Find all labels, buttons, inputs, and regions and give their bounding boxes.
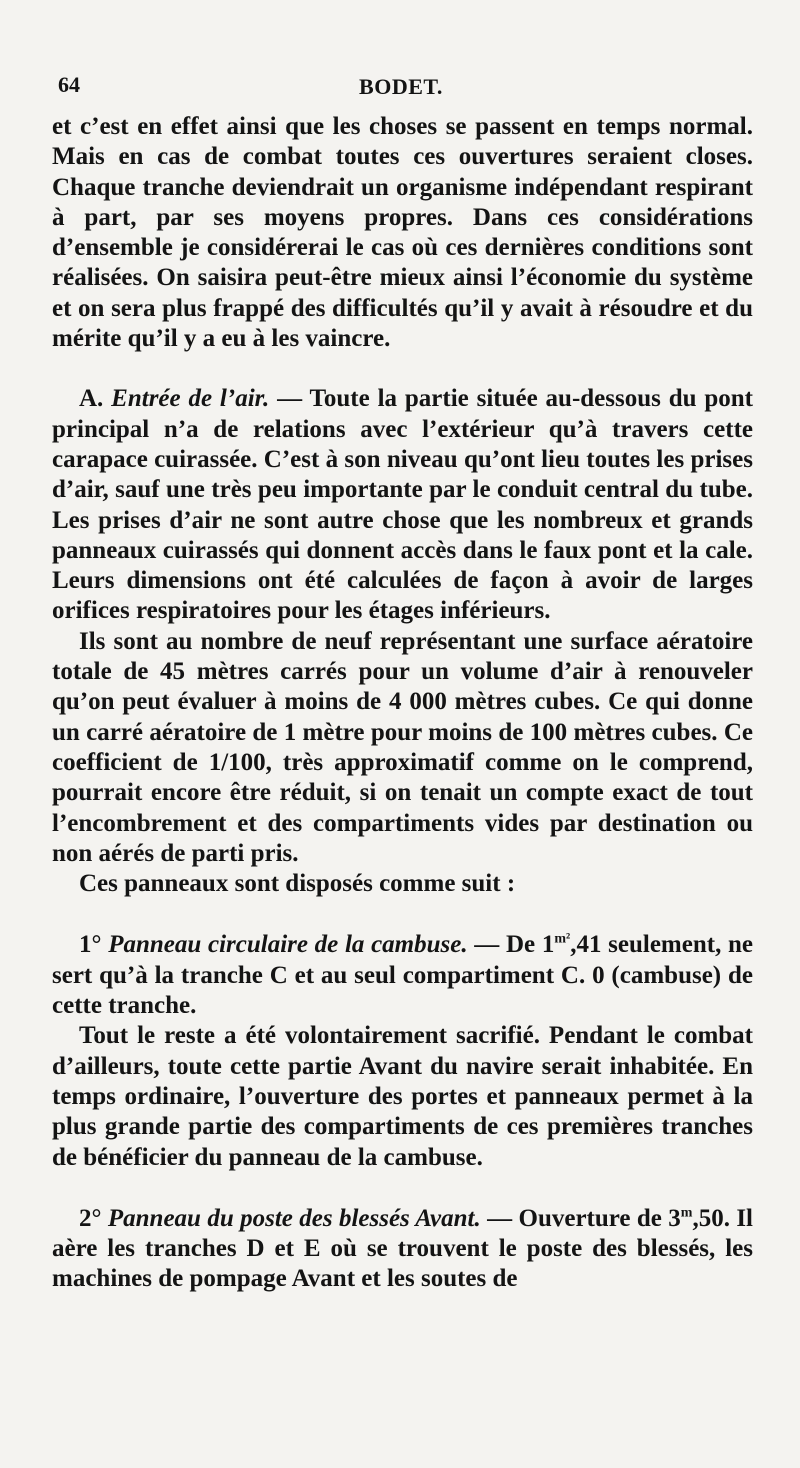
item-2-text-a: — Ouverture de 3 bbox=[480, 1204, 681, 1232]
item-1-text-b: ,41 seulement, ne sert qu’à la tranche C et au seul compartiment C. 0 (cambuse) de cette tranche. bbox=[52, 931, 754, 1020]
section-a-label: A. bbox=[79, 385, 104, 413]
paragraph-gap bbox=[52, 899, 753, 930]
paragraph-gap bbox=[52, 1173, 753, 1204]
paragraph-gap bbox=[52, 354, 753, 384]
ventilation-paragraph: Ils sont au nombre de neuf représentant une surface aératoire totale de 45 mètres carrés pour un volume d’air à renouveler qu’on peut évaluer à moins de 4 000 mètres cubes. Ce qui donne un carré aératoire de 1 mètre pour moins de 100 mètres cubes. Ce coefficient de 1/100, très approximatif comme on le comprend, pourrait encore être réduit, si on tenait un compte exact de tout l’encombrement et des compartiments vides par destination ou non aérés de parti pris. bbox=[52, 627, 753, 867]
paragraph-continuation: et c’est en effet ainsi que les choses se passent en temps normal. Mais en cas de combat toutes ces ouvertures seraient closes. Chaque tranche deviendrait un organisme indépendant respirant à part, par ses moyens propres. Dans ces considérations d’ensemble je considérerai le cas où ces dernières conditions sont réalisées. On saisira peut-être mieux ainsi l’économie du système et on sera plus frappé des difficultés qu’il y avait à résoudre et du mérite qu’il y a eu à les vaincre. bbox=[52, 113, 753, 353]
section-a-title: Entrée de l’air. bbox=[111, 385, 270, 413]
running-title: BODET. bbox=[359, 74, 443, 99]
item-1-title: Panneau circulaire de la cambuse. bbox=[108, 931, 468, 959]
panel-item-2 bbox=[52, 1204, 753, 1295]
item-1-label: 1° bbox=[79, 931, 102, 959]
item-2-unit: m bbox=[680, 1205, 693, 1221]
item-1-text-a: — De 1 bbox=[467, 931, 555, 959]
page-header bbox=[58, 72, 744, 102]
panel-item-1 bbox=[52, 930, 753, 1021]
section-a-paragraph bbox=[52, 384, 753, 626]
item-2-text-b: ,50. Il aère les tranches D et E où se trouvent le poste des blessés, les machines de pompage Avant et les soutes de bbox=[52, 1204, 753, 1293]
item-2-label: 2° bbox=[79, 1204, 102, 1232]
sacrifice-paragraph: Tout le reste a été volontairement sacrifié. Pendant le combat d’ailleurs, toute cette partie Avant du navire serait inhabitée. En temps ordinaire, l’ouverture des portes et panneaux permet à la plus grande partie des compartiments de ces premières tranches de bénéficier du panneau de la cambuse. bbox=[52, 1022, 753, 1171]
page-body bbox=[52, 112, 753, 1295]
panel-list-intro: Ces panneaux sont disposés comme suit : bbox=[79, 870, 516, 898]
section-a-text: — Toute la partie située au-dessous du pont principal n’a de relations avec l’extérieur qu’à travers cette carapace cuirassée. C’est à son niveau qu’ont lieu toutes les prises d’air, sauf une très peu importante par le conduit central du tube. Les prises d’air ne sont autre chose que les nombreux et grands panneaux cuirassés qui donnent accès dans le faux pont et la cale. Leurs dimensions ont été calculées de façon à avoir de larges orifices respiratoires pour les étages inférieurs. bbox=[52, 385, 754, 625]
item-2-title: Panneau du poste des blessés Avant. bbox=[107, 1204, 481, 1232]
item-1-unit: m² bbox=[554, 932, 571, 948]
page-number: 64 bbox=[58, 72, 80, 97]
